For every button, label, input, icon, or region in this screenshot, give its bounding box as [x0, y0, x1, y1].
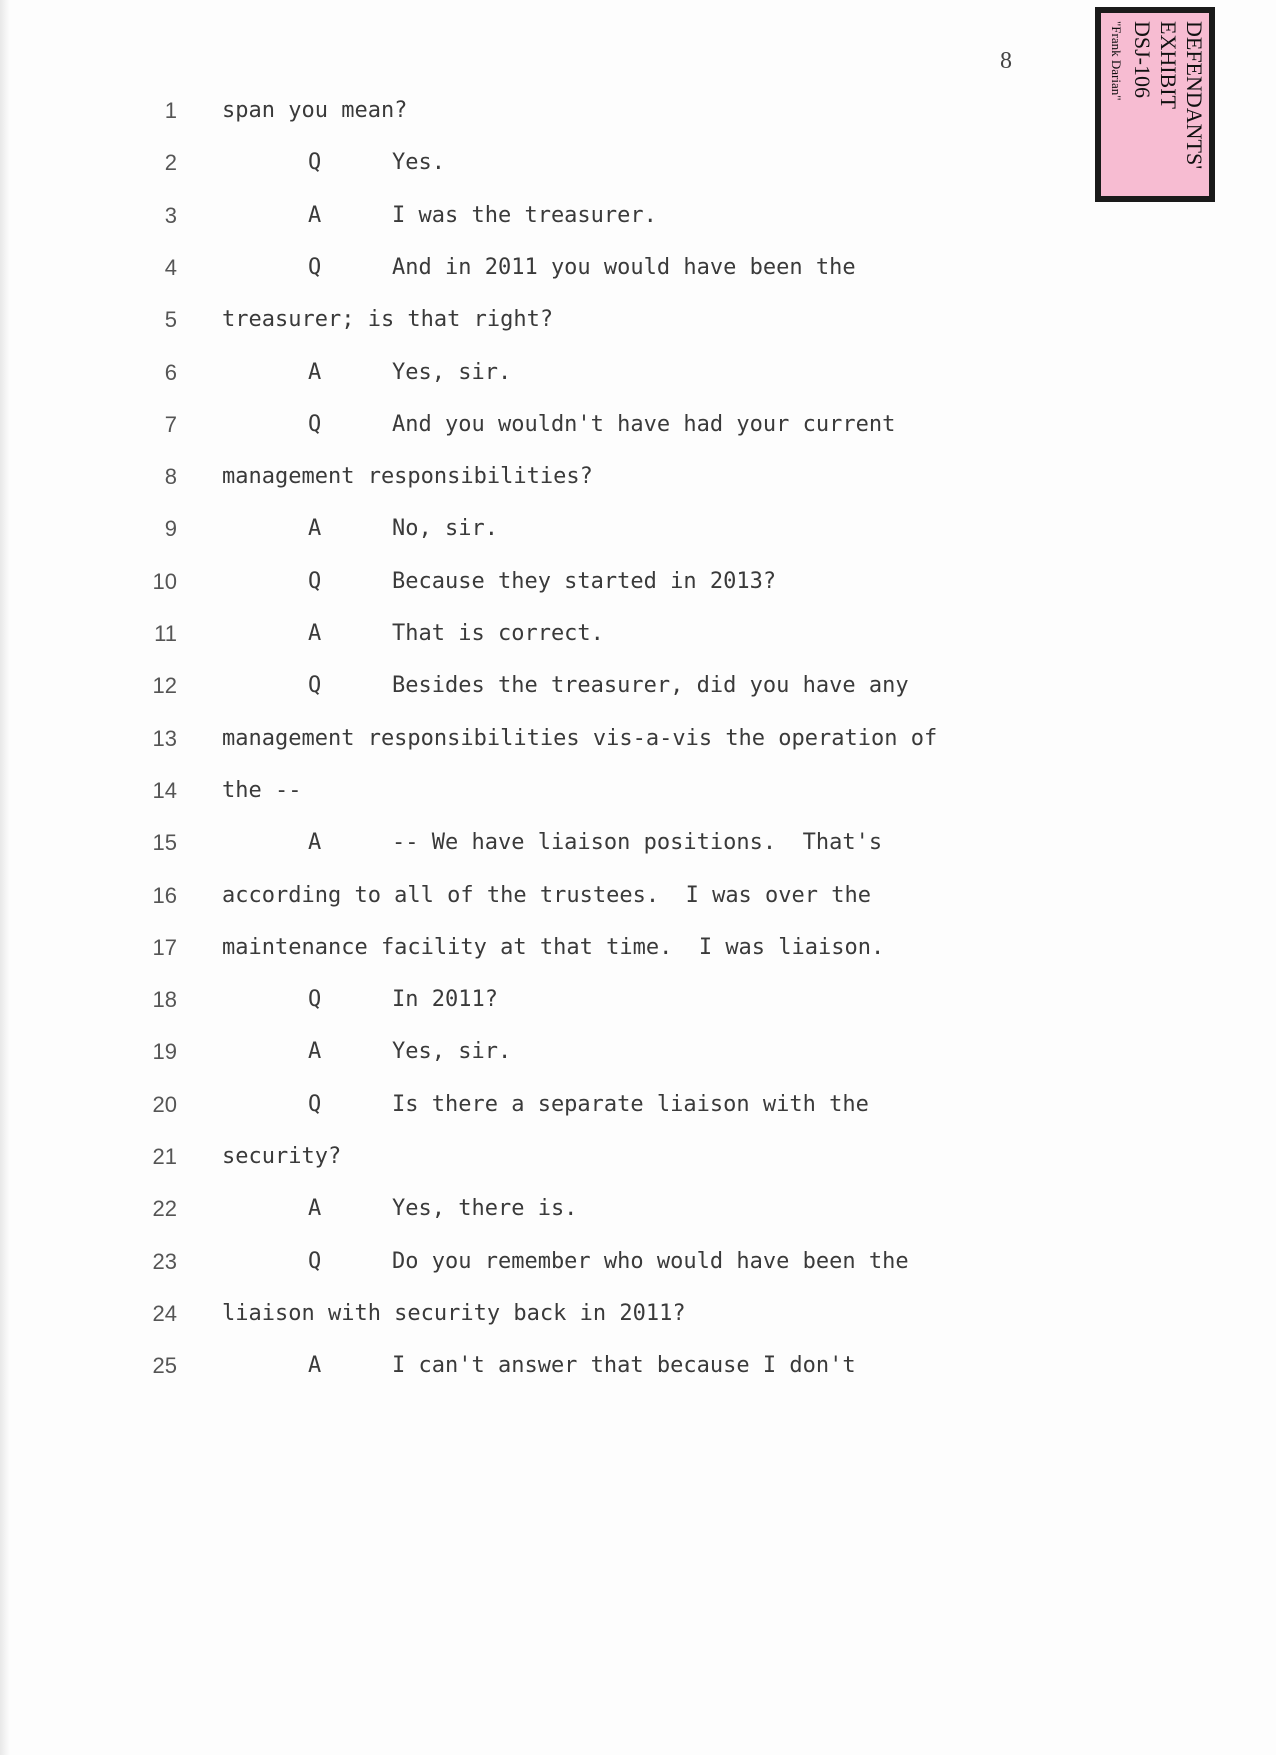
transcript-text: I can't answer that because I don't — [392, 1353, 856, 1378]
line-number: 4 — [164, 255, 177, 280]
speaker-label: A — [308, 516, 322, 541]
line-number: 12 — [152, 673, 177, 698]
line-number: 25 — [152, 1353, 177, 1378]
line-number: 14 — [152, 778, 177, 803]
line-number: 7 — [164, 412, 177, 437]
line-number: 8 — [164, 464, 177, 489]
transcript-text: Do you remember who would have been the — [392, 1249, 909, 1274]
transcript-text: And you wouldn't have had your current — [392, 412, 896, 437]
transcript-text: security? — [222, 1144, 342, 1169]
line-number: 13 — [152, 726, 177, 751]
speaker-label: Q — [308, 412, 322, 437]
exhibit-sticker-line-1: DEFENDANTS' — [1182, 21, 1207, 170]
line-number: 3 — [164, 203, 177, 228]
transcript-text: Yes, there is. — [392, 1196, 578, 1221]
transcript-text: span you mean? — [222, 98, 408, 123]
speaker-label: A — [308, 830, 322, 855]
line-number: 5 — [164, 307, 177, 332]
speaker-label: Q — [308, 1092, 322, 1117]
line-number: 1 — [164, 98, 177, 123]
line-number: 6 — [164, 360, 177, 385]
line-number: 15 — [152, 830, 177, 855]
transcript-text: management responsibilities vis-a-vis the operation of — [222, 726, 938, 751]
speaker-label: Q — [308, 1249, 322, 1274]
speaker-label: A — [308, 1196, 322, 1221]
speaker-label: Q — [308, 673, 322, 698]
transcript-text: And in 2011 you would have been the — [392, 255, 856, 280]
speaker-label: Q — [308, 987, 322, 1012]
line-number: 10 — [152, 569, 177, 594]
exhibit-sticker-line-4: "Frank Darian" — [1109, 21, 1124, 101]
line-number: 22 — [152, 1196, 177, 1221]
speaker-label: A — [308, 621, 322, 646]
transcript-text: I was the treasurer. — [392, 203, 657, 228]
exhibit-sticker-text — [1101, 21, 1205, 169]
line-number: 23 — [152, 1249, 177, 1274]
transcript-text: Besides the treasurer, did you have any — [392, 673, 909, 698]
speaker-label: A — [308, 1353, 322, 1378]
transcript-text: according to all of the trustees. I was over the — [222, 883, 872, 908]
transcript-text: Yes, sir. — [392, 360, 512, 385]
exhibit-sticker — [1095, 7, 1215, 202]
page-number: 8 — [1000, 48, 1012, 74]
line-number: 20 — [152, 1092, 177, 1117]
transcript-text: management responsibilities? — [222, 464, 593, 489]
line-number: 11 — [154, 621, 177, 646]
speaker-label: Q — [308, 255, 322, 280]
line-number: 2 — [164, 150, 177, 175]
transcript-text: Yes, sir. — [392, 1039, 512, 1064]
line-number: 18 — [152, 987, 177, 1012]
transcript-text: maintenance facility at that time. I was liaison. — [222, 935, 885, 960]
transcript-text: treasurer; is that right? — [222, 307, 554, 332]
exhibit-sticker-label — [1101, 13, 1209, 196]
transcript-text: Is there a separate liaison with the — [392, 1092, 869, 1117]
speaker-label: A — [308, 360, 322, 385]
transcript-text: -- We have liaison positions. That's — [392, 830, 883, 855]
transcript-text: Yes. — [392, 150, 445, 175]
transcript-text: Because they started in 2013? — [392, 569, 777, 594]
speaker-label: Q — [308, 569, 322, 594]
line-number: 21 — [152, 1144, 177, 1169]
scan-edge-shadow — [0, 0, 10, 1755]
line-number: 24 — [152, 1301, 177, 1326]
line-number: 16 — [152, 883, 177, 908]
exhibit-sticker-line-3: DSJ-106 — [1130, 21, 1155, 99]
line-number: 19 — [152, 1039, 177, 1064]
speaker-label: A — [308, 1039, 322, 1064]
transcript-text: the -- — [222, 778, 302, 803]
transcript-text: liaison with security back in 2011? — [222, 1301, 686, 1326]
exhibit-sticker-line-2: EXHIBIT — [1156, 21, 1181, 109]
speaker-label: A — [308, 203, 322, 228]
transcript-text: No, sir. — [392, 516, 498, 541]
line-number: 17 — [152, 935, 177, 960]
transcript-text: That is correct. — [392, 621, 604, 646]
speaker-label: Q — [308, 150, 322, 175]
transcript-text: In 2011? — [392, 987, 498, 1012]
line-number: 9 — [164, 516, 177, 541]
